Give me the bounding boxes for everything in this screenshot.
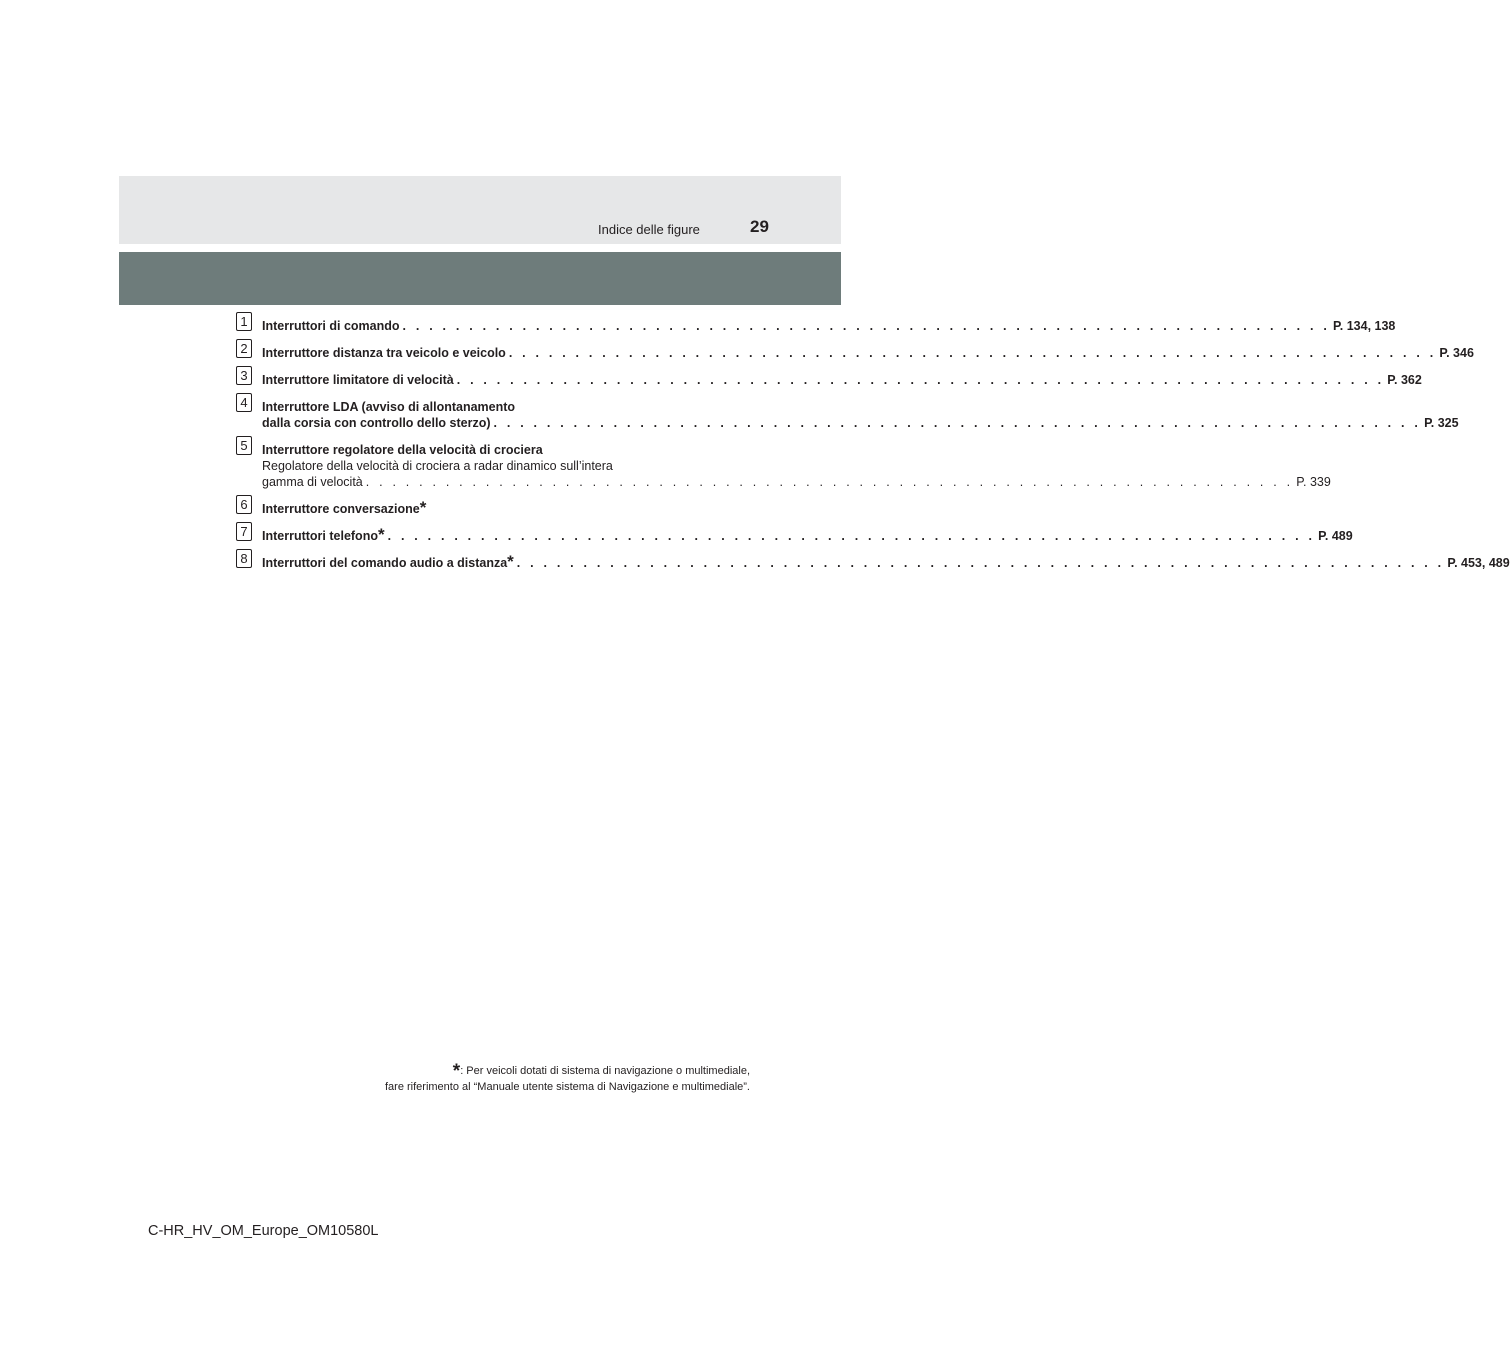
- entry-label: Interruttori del comando audio a distanza: [262, 556, 508, 570]
- entry-number-badge: 1: [236, 312, 252, 331]
- page-reference-link[interactable]: P. 362: [1387, 373, 1422, 387]
- entry-label: Interruttori telefono: [262, 529, 378, 543]
- entry-line: Interruttori del comando audio a distanza * . . . P. 453, 489: [262, 555, 1510, 571]
- footnote-line-1: [385, 1061, 750, 1082]
- entry-label: gamma di velocità: [262, 475, 363, 489]
- entry-body: [262, 312, 1395, 334]
- dot-leader: [403, 318, 1331, 334]
- page-reference-link[interactable]: P. 339: [1296, 475, 1331, 489]
- index-entry[interactable]: [236, 393, 1459, 431]
- entry-label: Interruttore distanza tra veicolo e veicolo: [262, 346, 506, 360]
- entry-number-badge: 5: [236, 436, 252, 455]
- entry-label: Interruttore limitatore di velocità: [262, 373, 454, 387]
- entry-number-badge: 4: [236, 393, 252, 412]
- entry-line: [262, 458, 1331, 474]
- entry-line: [262, 474, 1331, 490]
- entry-line: [262, 442, 1331, 458]
- entry-label: dalla corsia con controllo dello sterzo): [262, 416, 491, 430]
- entry-number-badge: 7: [236, 522, 252, 541]
- entry-number-badge: 2: [236, 339, 252, 358]
- footnote-asterisk: *: [452, 1061, 461, 1082]
- entry-body: [262, 339, 1474, 361]
- entry-number-badge: 6: [236, 495, 252, 514]
- section-title: Indice delle figure: [598, 222, 700, 237]
- document-code: C-HR_HV_OM_Europe_OM10580L: [148, 1223, 379, 1239]
- dot-leader: [366, 474, 1294, 490]
- index-entry[interactable]: [236, 366, 1422, 388]
- index-entry[interactable]: [236, 312, 1396, 334]
- dot-leader: [509, 345, 1437, 361]
- entry-line: [262, 415, 1459, 431]
- entry-number-badge: 3: [236, 366, 252, 385]
- footnote: [385, 1063, 750, 1095]
- dot-leader: [388, 528, 1316, 544]
- footnote-text-1: : Per veicoli dotati di sistema di navigazione o multimediale,: [460, 1065, 750, 1077]
- index-entry[interactable]: [236, 549, 1510, 571]
- entry-number-badge: 8: [236, 549, 252, 568]
- entry-line: [262, 399, 1459, 415]
- page-reference-link[interactable]: P. 346: [1439, 346, 1474, 360]
- entry-line: Interruttore conversazione *: [262, 498, 427, 517]
- footnote-line-2: fare riferimento al “Manuale utente sistema di Navigazione e multimediale”.: [384, 1081, 750, 1093]
- title-bar: [119, 252, 841, 305]
- header-band: [119, 176, 841, 244]
- entry-body: [262, 393, 1459, 431]
- dot-leader: [457, 372, 1385, 388]
- entry-line: [262, 318, 1395, 334]
- entry-label: Interruttore conversazione: [262, 502, 420, 516]
- entry-line: Interruttori telefono * . . . P. 489: [262, 528, 1353, 544]
- page-reference-link[interactable]: P. 134, 138: [1333, 319, 1396, 333]
- index-entry[interactable]: [236, 495, 722, 517]
- dot-leader: [517, 555, 1445, 571]
- figure-index-list: [236, 312, 1510, 576]
- entry-line: [262, 372, 1422, 388]
- index-entry[interactable]: [236, 436, 1331, 490]
- page-reference-link[interactable]: P. 489: [1318, 529, 1353, 543]
- dot-leader: [494, 415, 1422, 431]
- page-number: 29: [750, 217, 769, 236]
- page-reference-link[interactable]: P. 325: [1424, 416, 1459, 430]
- entry-label: Interruttore LDA (avviso di allontanamento: [262, 400, 516, 414]
- index-entry[interactable]: [236, 522, 1353, 544]
- entry-body: [262, 436, 1331, 490]
- page-reference-link[interactable]: P. 453, 489: [1447, 556, 1510, 570]
- entry-body: [262, 522, 1353, 544]
- entry-label: Regolatore della velocità di crociera a radar dinamico sull’intera: [262, 459, 613, 473]
- entry-label: Interruttori di comando: [262, 319, 400, 333]
- entry-body: [262, 495, 722, 517]
- entry-label: Interruttore regolatore della velocità di crociera: [262, 443, 543, 457]
- index-entry[interactable]: [236, 339, 1474, 361]
- entry-body: [262, 549, 1510, 571]
- entry-body: [262, 366, 1422, 388]
- entry-line: [262, 345, 1474, 361]
